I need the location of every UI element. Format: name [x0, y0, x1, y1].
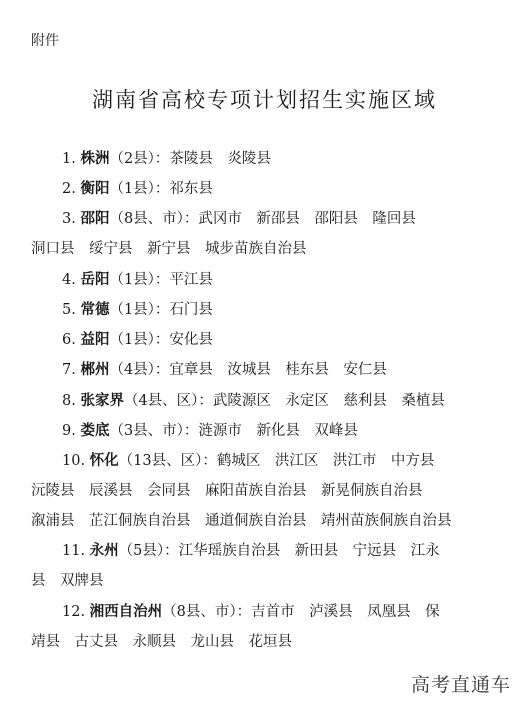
item-detail: （8县、市）：吉首市 泸溪县 凤凰县 保	[162, 604, 440, 620]
item-number: 12.	[62, 604, 86, 620]
item-detail: （13县、区）：鹤城区 洪江区 洪江市 中方县	[118, 453, 435, 469]
item-detail: （1县）：石门县	[109, 302, 213, 318]
list-item-continuation: 沅陵县 辰溪县 会同县 麻阳苗族自治县 新晃侗族自治县	[31, 483, 423, 499]
list-item-continuation: 靖县 古丈县 永顺县 龙山县 花垣县	[31, 634, 292, 650]
list-item	[62, 333, 213, 348]
list-item	[62, 212, 416, 227]
item-number: 6.	[62, 332, 76, 348]
item-detail: （1县）：祁东县	[109, 181, 213, 197]
item-number: 9.	[62, 423, 76, 439]
list-item	[62, 424, 358, 439]
item-detail: （1县）：安化县	[109, 332, 213, 348]
list-item	[62, 182, 213, 197]
item-detail: （4县）：宜章县 汝城县 桂东县 安仁县	[109, 362, 387, 378]
city-name: 常德	[80, 301, 110, 318]
list-item	[62, 454, 434, 469]
list-item	[62, 303, 213, 318]
list-item-continuation: 县 双牌县	[31, 573, 104, 589]
city-name: 怀化	[89, 452, 119, 469]
item-number: 11.	[62, 543, 86, 559]
city-name: 邵阳	[80, 210, 110, 227]
city-name: 娄底	[80, 422, 110, 439]
city-name: 岳阳	[80, 271, 110, 288]
list-item-continuation: 溆浦县 芷江侗族自治县 通道侗族自治县 靖州苗族侗族自治县	[31, 513, 452, 529]
city-name: 株洲	[80, 150, 110, 167]
item-detail: （5县）：江华瑶族自治县 新田县 宁远县 江永	[118, 543, 440, 559]
watermark: 高考直通车	[410, 674, 511, 696]
item-detail: （1县）：平江县	[109, 272, 213, 288]
list-item	[62, 363, 387, 378]
item-number: 7.	[62, 362, 76, 378]
item-number: 3.	[62, 211, 76, 227]
list-item	[62, 152, 271, 167]
attachment-label: 附件	[31, 33, 59, 49]
item-number: 1.	[62, 151, 76, 167]
city-name: 衡阳	[80, 180, 110, 197]
list-item-continuation: 洞口县 绥宁县 新宁县 城步苗族自治县	[31, 241, 307, 257]
item-number: 4.	[62, 272, 76, 288]
city-name: 益阳	[80, 331, 110, 348]
item-detail: （8县、市）：武冈市 新邵县 邵阳县 隆回县	[109, 211, 416, 227]
city-name: 湘西自治州	[89, 603, 163, 620]
item-number: 8.	[62, 393, 76, 409]
item-number: 2.	[62, 181, 76, 197]
item-number: 5.	[62, 302, 76, 318]
city-name: 永州	[89, 542, 119, 559]
item-detail: （4县、区）：武陵源区 永定区 慈利县 桑植县	[123, 393, 445, 409]
item-detail: （3县、市）：涟源市 新化县 双峰县	[109, 423, 358, 439]
item-number: 10.	[62, 453, 86, 469]
city-name: 张家界	[80, 392, 124, 409]
list-item	[62, 273, 213, 288]
list-item	[62, 544, 440, 559]
page-title: 湖南省高校专项计划招生实施区域	[92, 88, 437, 112]
list-item	[62, 605, 440, 620]
list-item	[62, 394, 445, 409]
city-name: 郴州	[80, 361, 110, 378]
item-detail: （2县）：茶陵县 炎陵县	[109, 151, 271, 167]
